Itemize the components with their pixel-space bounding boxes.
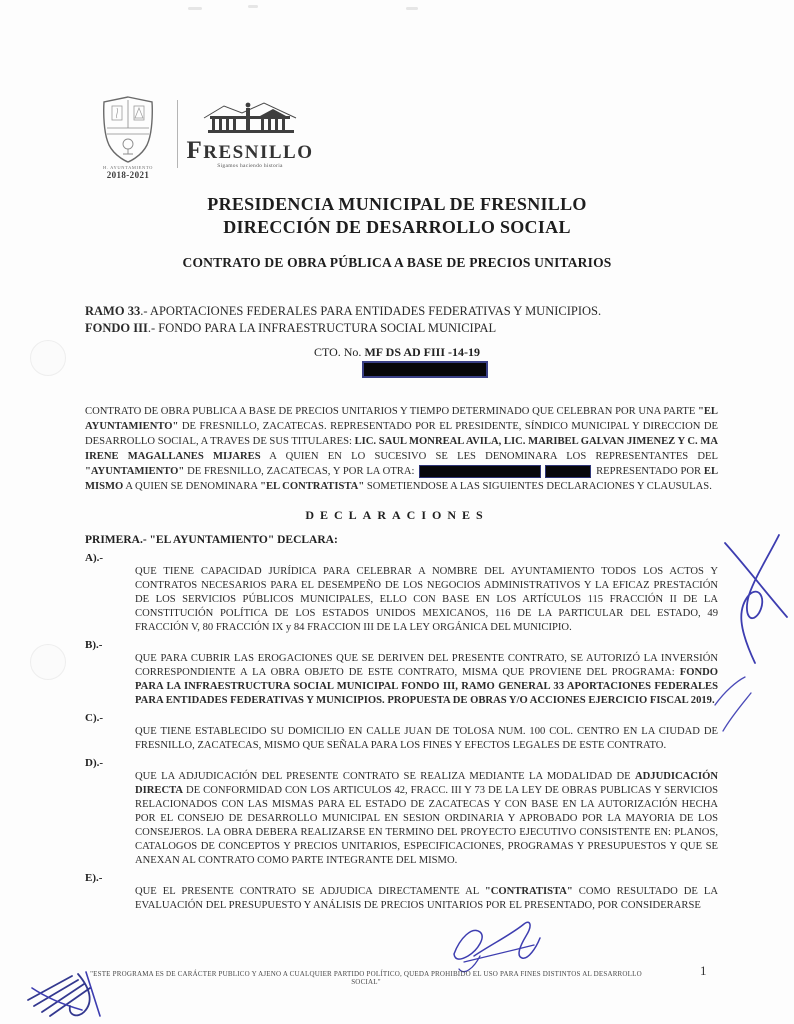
page-title	[0, 193, 794, 239]
hole-punch-shadow	[30, 644, 66, 680]
title-line-1: PRESIDENCIA MUNICIPAL DE FRESNILLO	[207, 194, 587, 214]
shield-years: 2018-2021	[106, 170, 150, 180]
clause-d	[85, 757, 718, 868]
fresnillo-aqueduct-icon	[198, 100, 302, 136]
clause-label: B).-	[85, 639, 103, 651]
page-number: 1	[700, 963, 707, 978]
brand-name: FRESNILLO	[186, 137, 314, 164]
clause-body: QUE LA ADJUDICACIÓN DEL PRESENTE CONTRATO SE REALIZA MEDIANTE LA MODALIDAD DE ADJUDICACIÓN DIRECTA DE CONFORMIDAD CON LOS ARTICULOS 42, FRACC. III Y 73 DE LA LEY DE OBRAS PUBLICAS Y SERVICIOS RELACIONADOS CON LAS MISMAS PARA EL ESTADO DE ZACATECAS Y CON BASE EN LA AUTORIZACIÓN HECHA POR EL CONSEJO DE DESARROLLO MUNICIPAL EN SESION ORDINARIA Y APROBADO POR LA MAYORIA DE LOS CONSEJEROS. LA OBRA DEBERA REALIZARSE EN TERMINO DEL PROYECTO EJECUTIVO CONSISTENTE EN: PLANOS, CATALOGOS DE CONCEPTOS Y PRECIOS UNITARIOS, ESPECIFICACIONES, PROGRAMAS Y PRESUPUESTOS Y QUE SE ANEXAN AL CONTRATO COMO PARTE INTEGRANTE DEL MISMO.	[135, 771, 718, 866]
clause-label: C).-	[85, 712, 104, 724]
contract-number-line	[0, 345, 794, 360]
intro-paragraph: CONTRATO DE OBRA PUBLICA A BASE DE PRECIOS UNITARIOS Y TIEMPO DETERMINADO QUE CELEBRAN POR UNA PARTE "EL AYUNTAMIENTO" DE FRESNILLO, ZACATECAS. REPRESENTADO POR EL PRESIDENTE, SÍNDICO MUNICIPAL Y DIRECCION DE DESARROLLO SOCIAL, A TRAVES DE SUS TITULARES: LIC. SAUL MONREAL AVILA, LIC. MARIBEL GALVAN JIMENEZ Y C. MA IRENE MAGALLANES MIJARES A QUIEN EN LO SUCESIVO SE LES DENOMINARA LOS REPRESENTANTES DEL "AYUNTAMIENTO" DE FRESNILLO, ZACATECAS, Y POR LA OTRA: REPRESENTADO POR EL MISMO A QUIEN SE DENOMINARA "EL CONTRATISTA" SOMETIENDOSE A LAS SIGUIENTES DECLARACIONES Y CLAUSULAS.	[85, 406, 719, 492]
primera-heading: PRIMERA.- "EL AYUNTAMIENTO" DECLARA:	[85, 534, 338, 546]
redaction-bar	[419, 465, 541, 478]
signature-right-margin-ink	[703, 533, 793, 745]
municipal-shield-logo	[84, 94, 172, 180]
fondo-line: FONDO III.- FONDO PARA LA INFRAESTRUCTURA SOCIAL MUNICIPAL	[85, 320, 497, 335]
coat-of-arms-icon	[97, 94, 159, 164]
clause-b	[85, 639, 718, 708]
clause-label: E).-	[85, 872, 103, 884]
fresnillo-logo	[186, 100, 314, 169]
scan-edge-mark	[188, 7, 202, 10]
redaction-bar	[545, 465, 591, 478]
declaraciones-heading: DECLARACIONES	[305, 508, 489, 522]
clause-a	[85, 552, 718, 635]
clause-label: A).-	[85, 552, 104, 564]
contract-number-label: CTO. No.	[313, 345, 365, 359]
contract-type-subtitle: CONTRATO DE OBRA PÚBLICA A BASE DE PRECIOS UNITARIOS	[182, 255, 612, 270]
brand-tagline: Sigamos haciendo historia	[217, 163, 283, 169]
clause-body: QUE TIENE CAPACIDAD JURÍDICA PARA CELEBRAR A NOMBRE DEL AYUNTAMIENTO TODOS LOS ACTOS Y CONTRATOS NECESARIOS PARA EL DESEMPEÑO DE LOS NEGOCIOS ADMINISTRATIVOS Y LA EFICAZ PRESTACIÓN DE LOS SERVICIOS PÚBLICOS MUNICIPALES, ELLO CON BASE EN LOS ARTÍCULOS 115 FRACCIÓN II DE LA CONSTITUCIÓN POLÍTICA DE LOS ESTADOS UNIDOS MEXICANOS, 116 DE LA PARTICULAR DEL ESTADO, 49 FRACCIÓN V, 80 FRACCIÓN IX y 84 FRACCION III DE LA LEY ORGÁNICA DEL MUNICIPIO.	[135, 566, 718, 633]
contract-number-value: MF DS AD FIII -14-19	[364, 345, 480, 359]
logo-divider-line	[177, 100, 178, 168]
clause-e	[85, 872, 718, 913]
clause-body: QUE PARA CUBRIR LAS EROGACIONES QUE SE DERIVEN DEL PRESENTE CONTRATO, SE AUTORIZÓ LA INVERSIÓN CORRESPONDIENTE A LA OBRA OBJETO DE ESTE CONTRATO, MISMA QUE PROVIENE DEL PROGRAMA: FONDO PARA LA INFRAESTRUCTURA SOCIAL MUNICIPAL FONDO III, RAMO GENERAL 33 APORTACIONES FEDERALES PARA ENTIDADES FEDERATIVAS Y MUNICIPIOS. PROPUESTA DE OBRAS Y/O ACCIONES EJERCICIO FISCAL 2019.	[135, 653, 718, 706]
scan-edge-mark	[248, 5, 258, 8]
title-line-2: DIRECCIÓN DE DESARROLLO SOCIAL	[223, 217, 571, 237]
clauses-list	[85, 552, 718, 917]
clause-label: D).-	[85, 757, 104, 769]
clause-body: QUE TIENE ESTABLECIDO SU DOMICILIO EN CALLE JUAN DE TOLOSA NUM. 100 COL. CENTRO EN LA CIUDAD DE FRESNILLO, ZACATECAS, MISMO QUE SEÑALA PARA LOS FINES Y EFECTOS LEGALES DE ESTE CONTRATO.	[135, 726, 718, 751]
ramo-line: RAMO 33.- APORTACIONES FEDERALES PARA ENTIDADES FEDERATIVAS Y MUNICIPIOS.	[85, 304, 602, 318]
program-description	[85, 303, 725, 336]
clause-body: QUE EL PRESENTE CONTRATO SE ADJUDICA DIRECTAMENTE AL "CONTRATISTA" COMO RESULTADO DE LA EVALUACIÓN DEL PRESUPUESTO Y ANÁLISIS DE PRECIOS UNITARIOS POR EL PRESENTADO, POR CONSIDERARSE	[135, 886, 718, 911]
scan-edge-mark	[406, 7, 418, 10]
footer-disclaimer: "ESTE PROGRAMA ES DE CARÁCTER PUBLICO Y AJENO A CUALQUIER PARTIDO POLÍTICO, QUEDA PROHIBIDO EL USO PARA FINES DISTINTOS AL DESARROLLO SOCIAL"	[90, 970, 642, 986]
clause-c	[85, 712, 718, 753]
shield-caption: H. AYUNTAMIENTO	[103, 165, 153, 170]
redaction-bar	[362, 361, 488, 378]
